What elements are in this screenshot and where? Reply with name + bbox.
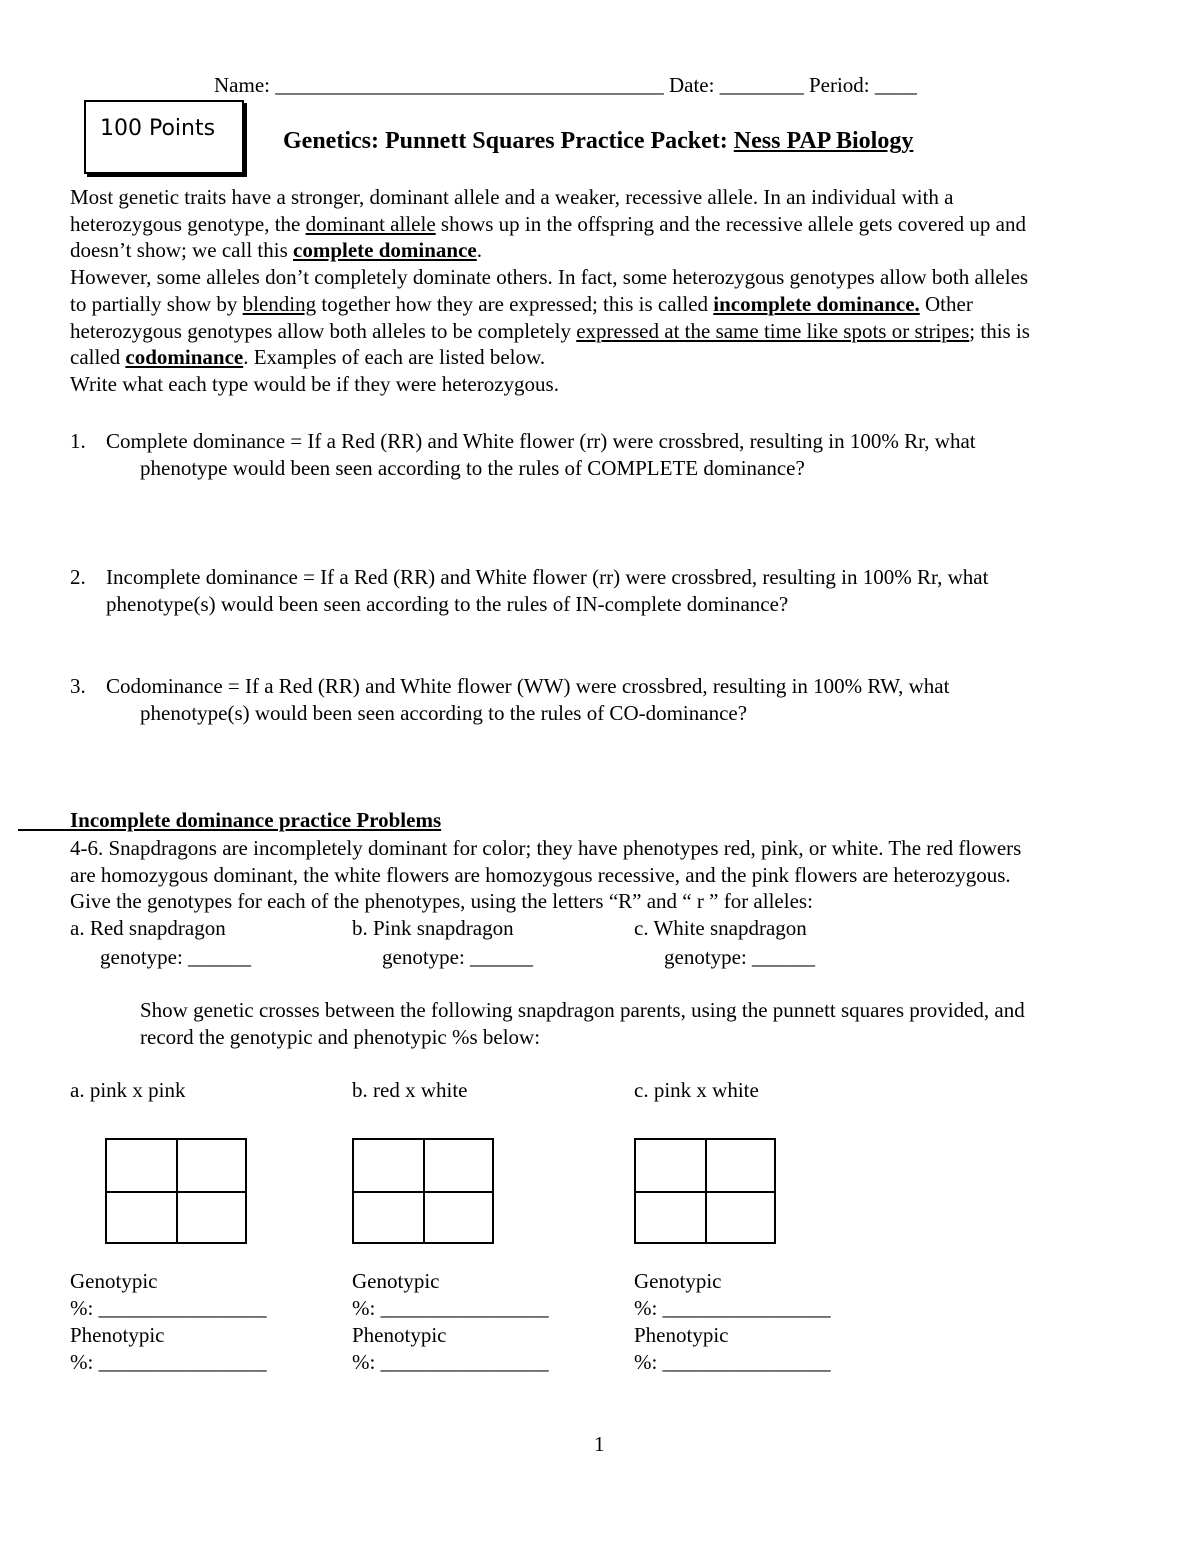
intro-line: to partially show by blending together how they are expressed; this is called incomplete dominance. Other — [70, 291, 973, 316]
phenotypic-blank[interactable]: %: ________________ — [352, 1350, 549, 1374]
heading-rule — [18, 829, 70, 831]
question-1-number: 1. — [70, 429, 86, 453]
genotypic-label: Genotypic — [70, 1269, 158, 1293]
intro-line: called codominance. Examples of each are listed below. — [70, 345, 546, 370]
genotypic-blank[interactable]: %: ________________ — [634, 1296, 831, 1320]
instructions-line: record the genotypic and phenotypic %s below: — [140, 1025, 541, 1049]
intro-line: heterozygous genotype, the dominant allele shows up in the offspring and the recessive allele gets covered up and — [70, 211, 1026, 236]
pink-genotype-blank[interactable]: genotype: ______ — [382, 945, 534, 969]
intro-line: Most genetic traits have a stronger, dominant allele and a weaker, recessive allele. In an individual with a — [70, 185, 954, 209]
points-label: 100 Points — [100, 116, 216, 141]
practice-line: Give the genotypes for each of the phenotypes, using the letters “R” and “ r ” for alleles: — [70, 889, 813, 914]
name-date-period-line[interactable]: Name: _____________________________________ Date: ________ Period: ____ — [214, 73, 917, 97]
punnett-square-b[interactable] — [352, 1138, 494, 1244]
answer-block-a — [70, 1268, 267, 1376]
punnett-square-c[interactable] — [634, 1138, 776, 1244]
punnett-square-a[interactable] — [105, 1138, 247, 1244]
answer-block-c — [634, 1268, 831, 1376]
red-genotype-blank[interactable]: genotype: ______ — [100, 945, 252, 969]
practice-line: 4-6. Snapdragons are incompletely dominant for color; they have phenotypes red, pink, or white. The red flowers — [70, 836, 1022, 860]
genotypic-label: Genotypic — [634, 1269, 722, 1293]
title-course: Ness PAP Biology — [733, 128, 914, 154]
intro-line: However, some alleles don’t completely dominate others. In fact, some heterozygous genotypes allow both alleles — [70, 265, 1029, 290]
pink-snapdragon-label: b. Pink snapdragon — [352, 916, 514, 940]
page-number: 1 — [594, 1432, 605, 1456]
question-3-text: Codominance = If a Red (RR) and White flower (WW) were crossbred, resulting in 100% RW, what — [106, 674, 950, 698]
cross-a-label: a. pink x pink — [70, 1078, 186, 1102]
page-title — [283, 128, 913, 155]
phenotypic-blank[interactable]: %: ________________ — [70, 1350, 267, 1374]
white-genotype-blank[interactable]: genotype: ______ — [664, 945, 816, 969]
red-snapdragon-label: a. Red snapdragon — [70, 916, 226, 940]
question-2-text-cont: phenotype(s) would been seen according to the rules of IN-complete dominance? — [106, 592, 789, 616]
question-2-number: 2. — [70, 565, 86, 589]
question-3-number: 3. — [70, 674, 86, 698]
question-2-text: Incomplete dominance = If a Red (RR) and White flower (rr) were crossbred, resulting in 100% Rr, what — [106, 565, 989, 589]
phenotypic-label: Phenotypic — [70, 1323, 165, 1347]
intro-line: doesn’t show; we call this complete dominance. — [70, 238, 482, 263]
intro-line: Write what each type would be if they were heterozygous. — [70, 371, 559, 396]
phenotypic-label: Phenotypic — [634, 1323, 729, 1347]
title-main: Genetics: Punnett Squares Practice Packet: — [283, 128, 734, 154]
question-3-text-cont: phenotype(s) would been seen according to the rules of CO-dominance? — [140, 701, 748, 725]
practice-paragraph — [70, 835, 1160, 915]
phenotypic-label: Phenotypic — [352, 1323, 447, 1347]
instructions-line: Show genetic crosses between the following snapdragon parents, using the punnett squares provided, and — [140, 998, 1025, 1022]
intro-line: heterozygous genotypes allow both alleles to be completely expressed at the same time like spots or stripes; this is — [70, 318, 1030, 343]
question-1-text: Complete dominance = If a Red (RR) and White flower (rr) were crossbred, resulting in 100% Rr, what — [106, 429, 976, 453]
section-heading: Incomplete dominance practice Problems — [70, 808, 442, 832]
genotypic-blank[interactable]: %: ________________ — [70, 1296, 267, 1320]
practice-line: are homozygous dominant, the white flowers are homozygous recessive, and the pink flowers are heterozygous. — [70, 862, 1011, 887]
question-1-text-cont: phenotype would been seen according to the rules of COMPLETE dominance? — [140, 456, 805, 480]
intro-paragraph — [70, 184, 1160, 398]
points-box — [84, 100, 244, 174]
genotypic-label: Genotypic — [352, 1269, 440, 1293]
phenotypic-blank[interactable]: %: ________________ — [634, 1350, 831, 1374]
cross-b-label: b. red x white — [352, 1078, 468, 1102]
cross-c-label: c. pink x white — [634, 1078, 759, 1102]
answer-block-b — [352, 1268, 549, 1376]
genotypic-blank[interactable]: %: ________________ — [352, 1296, 549, 1320]
white-snapdragon-label: c. White snapdragon — [634, 916, 807, 940]
